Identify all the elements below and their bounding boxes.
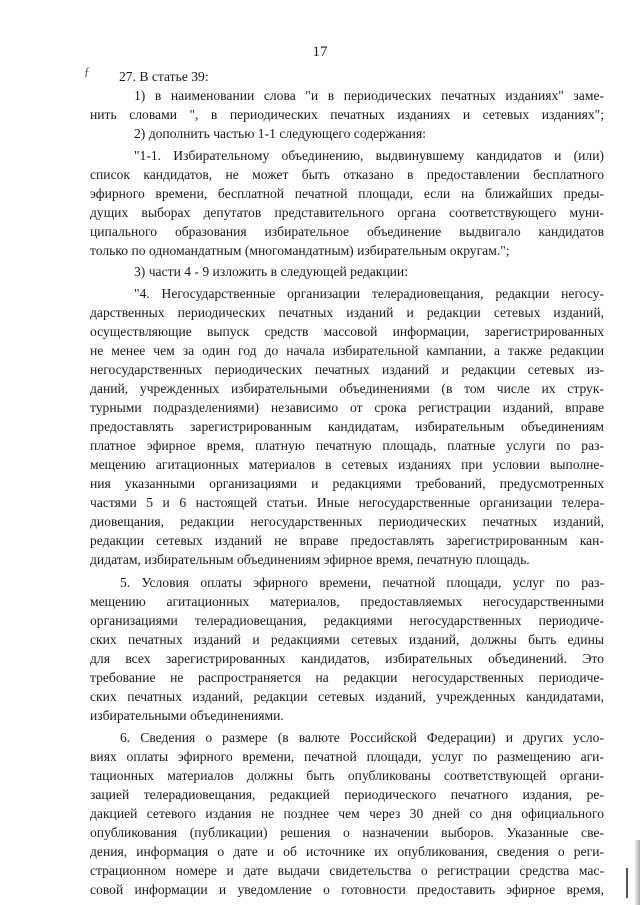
text-line: турными подразделениями) независимо от срока регистрации изданий, вправе — [90, 400, 604, 415]
scan-edge-mark — [626, 868, 628, 898]
text-line: зацией телерадиовещания, редакцией периодического печатного издания, ре- — [90, 787, 604, 802]
text-line: платное эфирное время, платную печатную площадь, платные услуги по раз- — [90, 438, 604, 453]
text-line: опубликования (публикации) решения о назначении выборов. Указанные све- — [90, 825, 604, 840]
text-line: нить словами ", в периодических печатных изданиях и сетевых изданиях"; — [90, 107, 604, 122]
text-line: 5. Условия оплаты эфирного времени, печатной площади, услуг по раз- — [120, 575, 604, 590]
text-line: ния указанными организациями и редакциями требований, предусмотренных — [90, 476, 604, 491]
text-line: "4. Негосударственные организации телерадиовещания, редакции негосу- — [134, 286, 604, 301]
text-line: для всех зарегистрированных кандидатов, избирательных объединений. Это — [90, 651, 604, 666]
margin-mark: ƒ — [84, 64, 90, 78]
text-line: только по одномандатным (многомандатным) избирательным округам."; — [90, 243, 510, 258]
text-line: 2) дополнить частью 1-1 следующего содержания: — [134, 126, 426, 141]
text-line: редакции сетевых изданий не вправе предоставлять зарегистрированным кан- — [90, 533, 604, 548]
text-line: 27. В статье 39: — [119, 69, 209, 84]
text-line: виях оплаты эфирного времени, печатной площади, услуг по размещению аги- — [90, 749, 604, 764]
text-line: частями 5 и 6 настоящей статьи. Иные негосударственные организации телера- — [90, 495, 604, 510]
text-line: мещению агитационных материалов, предоставляемых негосударственными — [90, 594, 604, 609]
text-line: тационных материалов должны быть опубликованы соответствующей органи- — [90, 768, 604, 783]
text-line: не менее чем за один год до начала избирательной кампании, а также редакции — [90, 343, 604, 358]
text-line: негосударственных периодических печатных изданий и редакции сетевых из- — [90, 362, 604, 377]
text-line: "1-1. Избирательному объединению, выдвинувшему кандидатов и (или) — [134, 148, 604, 163]
text-line: эфирного времени, бесплатной печатной площади, если на ближайших преды- — [90, 186, 604, 201]
text-line: даний, учрежденных избирательными объединениями (в том числе их струк- — [90, 381, 604, 396]
text-line: 6. Сведения о размере (в валюте Российской Федерации) и других усло- — [120, 730, 604, 745]
text-line: требование не распространяется на редакции негосударственных периодиче- — [90, 670, 604, 685]
text-line: 3) части 4 - 9 изложить в следующей редакции: — [134, 264, 408, 279]
text-line: дидатам, избирательным объединениям эфирное время, печатную площадь. — [90, 552, 530, 567]
text-line: дущих выборах депутатов представительного органа соответствующего муни- — [90, 205, 604, 220]
text-line: 1) в наименовании слова "и в периодических печатных изданиях" заме- — [134, 88, 604, 103]
text-line: предоставлять зарегистрированным кандидатам, избирательным объединениям — [90, 419, 604, 434]
text-line: организациями телерадиовещания, редакциями негосударственных периодиче- — [90, 613, 604, 628]
text-line: совой информации и уведомление о готовности предоставить эфирное время, — [90, 882, 604, 897]
text-line: диовещания, редакции негосударственных периодических печатных изданий, — [90, 514, 604, 529]
text-line: дарственных периодических печатных изданий и редакции сетевых изданий, — [90, 305, 604, 320]
text-line: избирательными объединениями. — [90, 708, 284, 723]
text-line: ских печатных изданий и редакциями сетевых изданий, должны быть едины — [90, 632, 604, 647]
text-line: дения, информация о дате и об источнике их опубликования, сведения о реги- — [90, 844, 604, 859]
text-line: ципального образования избирательное объединение выдвигало кандидатов — [90, 224, 604, 239]
text-line: дакцией сетевого издания не позднее чем через 30 дней со дня официального — [90, 806, 604, 821]
scan-edge-shadow — [634, 840, 640, 905]
text-line: ских печатных изданий, редакции сетевых изданий, учрежденных кандидатами, — [90, 689, 604, 704]
text-line: осуществляющие выпуск средств массовой информации, зарегистрированных — [90, 324, 604, 339]
text-line: страционном номере и дате выдачи свидетельства о регистрации средства мас- — [90, 863, 604, 878]
text-line: мещению агитационных материалов в сетевых изданиях при условии выполне- — [90, 457, 604, 472]
page-number: 17 — [312, 44, 328, 60]
text-line: список кандидатов, не может быть отказано в предоставлении бесплатного — [90, 167, 604, 182]
